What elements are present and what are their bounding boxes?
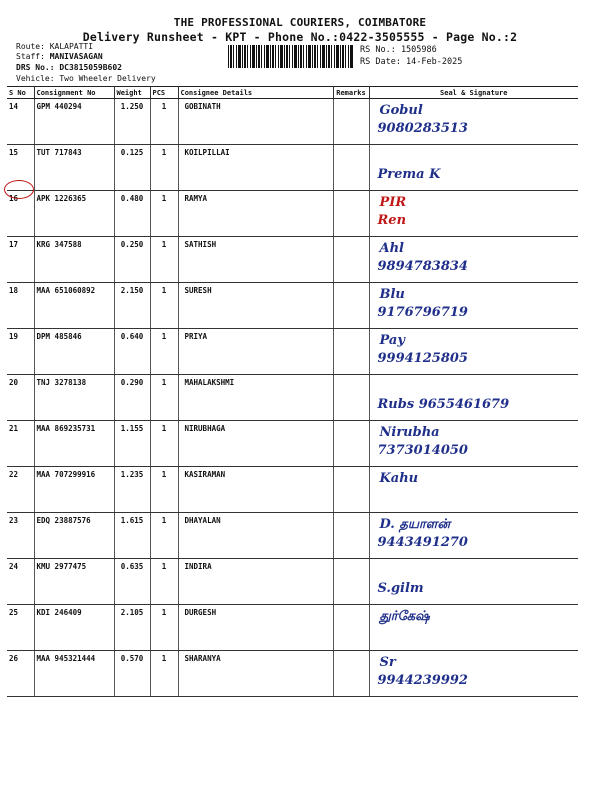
column-header: Consignment No — [34, 87, 114, 99]
cell-sno: 16 — [7, 191, 34, 237]
cell-pcs: 1 — [150, 99, 178, 145]
handwritten-phone: Prema K — [377, 167, 441, 182]
table-row — [7, 651, 578, 697]
cell-remarks — [333, 283, 369, 329]
handwritten-phone: 9894783834 — [377, 259, 468, 274]
cell-consignee: KOILPILLAI — [178, 145, 333, 191]
cell-consignee: GOBINATH — [178, 99, 333, 145]
cell-weight: 0.125 — [114, 145, 150, 191]
handwritten-phone: 9994125805 — [377, 351, 468, 366]
cell-weight: 1.155 — [114, 421, 150, 467]
cell-remarks — [333, 99, 369, 145]
handwritten-signature: Nirubha — [379, 425, 440, 440]
cell-consignee: DURGESH — [178, 605, 333, 651]
cell-pcs: 1 — [150, 145, 178, 191]
cell-weight: 1.250 — [114, 99, 150, 145]
staff-name: MANIVASAGAN — [49, 52, 103, 61]
cell-pcs: 1 — [150, 191, 178, 237]
cell-remarks — [333, 559, 369, 605]
cell-pcs: 1 — [150, 605, 178, 651]
cell-sno: 23 — [7, 513, 34, 559]
cell-sno: 21 — [7, 421, 34, 467]
table-row — [7, 329, 578, 375]
handwritten-phone: 9080283513 — [377, 121, 468, 136]
table-row — [7, 191, 578, 237]
cell-consignee: INDIRA — [178, 559, 333, 605]
cell-signature — [369, 375, 578, 421]
cell-weight: 2.105 — [114, 605, 150, 651]
cell-remarks — [333, 467, 369, 513]
cell-consignee: SATHISH — [178, 237, 333, 283]
cell-weight: 0.640 — [114, 329, 150, 375]
cell-signature — [369, 421, 578, 467]
column-header: S No — [7, 87, 34, 99]
drs-label: DRS No.: — [16, 63, 60, 72]
cell-sno: 25 — [7, 605, 34, 651]
cell-sno: 20 — [7, 375, 34, 421]
table-row — [7, 99, 578, 145]
cell-consignment: MAA 707299916 — [34, 467, 114, 513]
cell-pcs: 1 — [150, 651, 178, 697]
handwritten-phone: 9443491270 — [377, 535, 468, 550]
vehicle-line: Vehicle: Two Wheeler Delivery — [16, 74, 156, 83]
cell-signature — [369, 559, 578, 605]
table-row — [7, 421, 578, 467]
table-header-row — [7, 87, 578, 99]
cell-remarks — [333, 375, 369, 421]
column-header: PCS — [150, 87, 178, 99]
cell-pcs: 1 — [150, 513, 178, 559]
handwritten-signature: D. தயாளன் — [379, 517, 451, 532]
cell-pcs: 1 — [150, 283, 178, 329]
cell-pcs: 1 — [150, 375, 178, 421]
cell-signature — [369, 651, 578, 697]
cell-consignee: RAMYA — [178, 191, 333, 237]
cell-signature — [369, 467, 578, 513]
cell-remarks — [333, 605, 369, 651]
cell-signature — [369, 99, 578, 145]
cell-sno: 15 — [7, 145, 34, 191]
cell-remarks — [333, 651, 369, 697]
cell-consignment: KMU 2977475 — [34, 559, 114, 605]
handwritten-signature: Sr — [379, 655, 396, 670]
cell-sno: 17 — [7, 237, 34, 283]
cell-pcs: 1 — [150, 559, 178, 605]
cell-consignment: DPM 485846 — [34, 329, 114, 375]
column-header: Weight — [114, 87, 150, 99]
rs-date: RS Date: 14-Feb-2025 — [360, 57, 463, 67]
cell-consignment: MAA 945321444 — [34, 651, 114, 697]
cell-weight: 0.480 — [114, 191, 150, 237]
cell-remarks — [333, 191, 369, 237]
staff-label: Staff: — [16, 52, 50, 61]
handwritten-signature: PIR — [379, 195, 407, 210]
cell-pcs: 1 — [150, 467, 178, 513]
cell-pcs: 1 — [150, 237, 178, 283]
cell-signature — [369, 145, 578, 191]
table-row — [7, 283, 578, 329]
cell-sno: 24 — [7, 559, 34, 605]
cell-weight: 1.235 — [114, 467, 150, 513]
handwritten-signature: Blu — [379, 287, 405, 302]
table-row — [7, 467, 578, 513]
cell-consignment: KDI 246409 — [34, 605, 114, 651]
cell-signature — [369, 283, 578, 329]
cell-remarks — [333, 329, 369, 375]
handwritten-phone: Ren — [377, 213, 407, 228]
cell-signature — [369, 237, 578, 283]
cell-signature — [369, 191, 578, 237]
column-header: Consignee Details — [178, 87, 333, 99]
handwritten-phone: 9944239992 — [377, 673, 468, 688]
cell-signature — [369, 513, 578, 559]
cell-consignment: TUT 717843 — [34, 145, 114, 191]
cell-weight: 0.635 — [114, 559, 150, 605]
handwritten-phone: 9176796719 — [377, 305, 468, 320]
table-row — [7, 559, 578, 605]
table-row — [7, 605, 578, 651]
cell-sno: 14 — [7, 99, 34, 145]
cell-remarks — [333, 421, 369, 467]
cell-remarks — [333, 145, 369, 191]
cell-remarks — [333, 513, 369, 559]
cell-consignment: KRG 347588 — [34, 237, 114, 283]
cell-signature — [369, 329, 578, 375]
rs-number: RS No.: 1505986 — [360, 45, 437, 55]
cell-signature — [369, 605, 578, 651]
red-circle-annotation — [4, 180, 34, 199]
document-title: THE PROFESSIONAL COURIERS, COIMBATORE — [173, 16, 427, 29]
table-row — [7, 375, 578, 421]
cell-consignee: PRIYA — [178, 329, 333, 375]
cell-weight: 1.615 — [114, 513, 150, 559]
handwritten-phone: Rubs 9655461679 — [377, 397, 510, 412]
cell-consignment: TNJ 3278138 — [34, 375, 114, 421]
column-header: Remarks — [333, 87, 369, 99]
table-row — [7, 513, 578, 559]
cell-consignee: NIRUBHAGA — [178, 421, 333, 467]
handwritten-signature: Kahu — [379, 471, 419, 486]
cell-consignment: MAA 869235731 — [34, 421, 114, 467]
cell-consignment: EDQ 23887576 — [34, 513, 114, 559]
cell-sno: 19 — [7, 329, 34, 375]
column-header: Seal & Signature — [369, 87, 578, 99]
cell-sno: 22 — [7, 467, 34, 513]
runsheet-subtitle: Delivery Runsheet - KPT - Phone No.:0422-3505555 - Page No.:2 — [82, 30, 518, 44]
drs-number: DC3815059B602 — [59, 63, 122, 72]
cell-weight: 0.290 — [114, 375, 150, 421]
cell-weight: 2.150 — [114, 283, 150, 329]
table-row — [7, 237, 578, 283]
handwritten-phone: 7373014050 — [377, 443, 468, 458]
cell-consignment: APK 1226365 — [34, 191, 114, 237]
handwritten-signature: துர்கேஷ் — [379, 609, 430, 624]
cell-consignee: KASIRAMAN — [178, 467, 333, 513]
cell-remarks — [333, 237, 369, 283]
cell-consignee: MAHALAKSHMI — [178, 375, 333, 421]
runsheet-table — [7, 86, 578, 697]
cell-consignment: MAA 651060892 — [34, 283, 114, 329]
handwritten-signature: Gobul — [379, 103, 423, 118]
route-line: Route: KALAPATTI — [16, 42, 94, 51]
table-body — [7, 99, 578, 697]
table-row — [7, 145, 578, 191]
cell-consignment: GPM 440294 — [34, 99, 114, 145]
cell-pcs: 1 — [150, 421, 178, 467]
handwritten-signature: Pay — [379, 333, 405, 348]
cell-sno: 18 — [7, 283, 34, 329]
cell-consignee: SHARANYA — [178, 651, 333, 697]
cell-pcs: 1 — [150, 329, 178, 375]
cell-weight: 0.570 — [114, 651, 150, 697]
handwritten-phone: S.gilm — [377, 581, 424, 596]
cell-weight: 0.250 — [114, 237, 150, 283]
barcode-image — [228, 45, 354, 68]
cell-sno: 26 — [7, 651, 34, 697]
cell-consignee: DHAYALAN — [178, 513, 333, 559]
drs-line — [16, 63, 122, 73]
cell-consignee: SURESH — [178, 283, 333, 329]
staff-line — [16, 52, 103, 62]
handwritten-signature: Ahl — [379, 241, 404, 256]
